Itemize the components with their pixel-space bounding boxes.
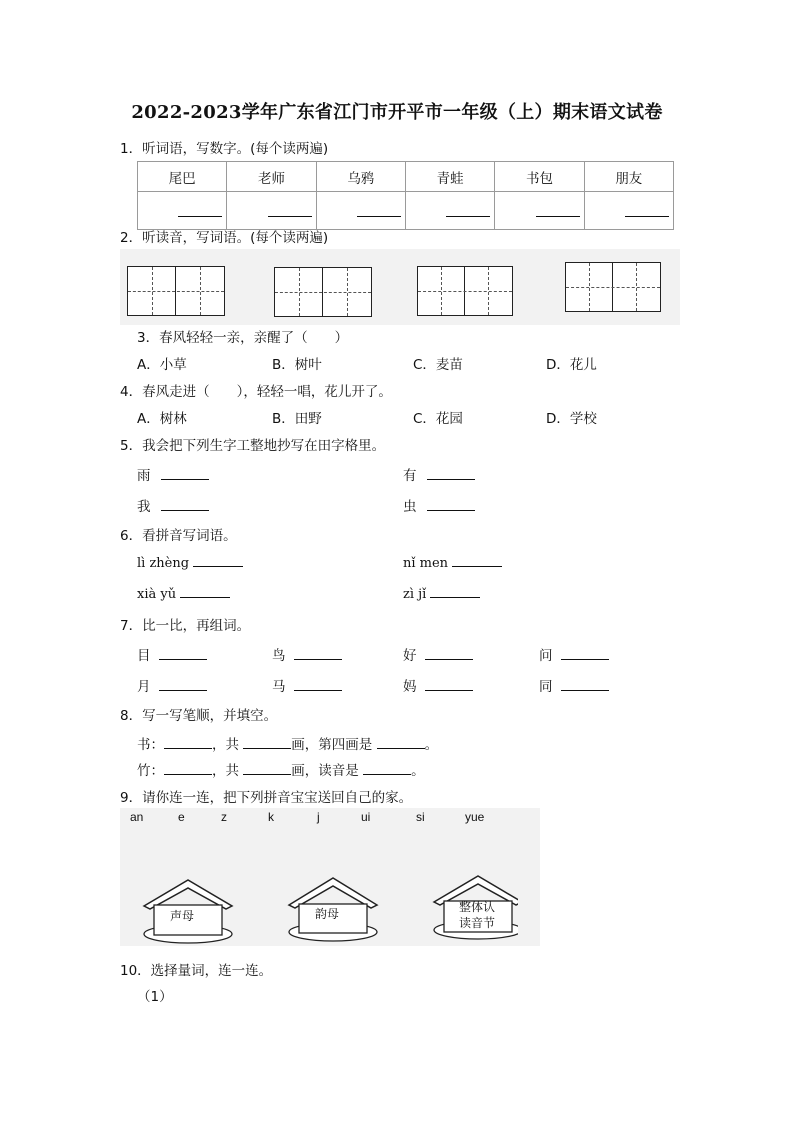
q7-item <box>272 644 342 664</box>
q1-answer-blank[interactable] <box>495 192 584 230</box>
q1-answer-blank[interactable] <box>584 192 673 230</box>
q5-item <box>403 495 475 515</box>
answer-blank[interactable] <box>164 762 212 775</box>
q7-char: 同 <box>539 679 553 695</box>
q6-pinyin: lì zhèng <box>137 556 190 571</box>
q8-line <box>137 759 425 779</box>
q1-word: 尾巴 <box>138 162 227 192</box>
page-title: 2022-2023学年广东省江门市开平市一年级（上）期末语文试卷 <box>131 102 663 123</box>
q7-item <box>272 675 342 695</box>
answer-blank[interactable] <box>427 467 475 480</box>
q8-char: 竹： <box>137 763 164 779</box>
q8-text: 。 <box>411 763 425 779</box>
q1-word: 乌鸦 <box>316 162 405 192</box>
answer-blank[interactable] <box>180 585 230 598</box>
q8-text: ，共 <box>212 737 239 753</box>
q7-item <box>137 644 207 664</box>
q3-prompt: 3．春风轻轻一亲，亲醒了（ ） <box>137 330 349 346</box>
q8-text: 画，读音是 <box>291 763 359 779</box>
house-label: 韵母 <box>315 907 340 921</box>
q9-prompt: 9．请你连一连，把下列拼音宝宝送回自己的家。 <box>120 790 413 806</box>
answer-blank[interactable] <box>363 762 411 775</box>
q5-item <box>137 464 209 484</box>
q7-item <box>403 675 473 695</box>
answer-blank[interactable] <box>159 678 207 691</box>
answer-blank[interactable] <box>161 498 209 511</box>
q4-option-b[interactable]: B．田野 <box>272 411 322 427</box>
q3-option-c[interactable]: C．麦苗 <box>413 357 463 373</box>
tianzige-box[interactable] <box>565 262 661 312</box>
pinyin-item[interactable]: k <box>268 810 274 824</box>
answer-blank[interactable] <box>425 647 473 660</box>
pinyin-item[interactable]: an <box>130 810 144 824</box>
q7-char: 马 <box>272 679 286 695</box>
q6-pinyin: xià yǔ <box>137 587 177 602</box>
q6-pinyin: nǐ men <box>403 556 449 571</box>
q5-char: 雨 <box>137 468 151 484</box>
answer-blank[interactable] <box>452 554 502 567</box>
q2-prompt: 2．听读音，写词语。(每个读两遍) <box>120 230 329 246</box>
q3-option-d[interactable]: D．花儿 <box>546 357 597 373</box>
answer-blank[interactable] <box>430 585 480 598</box>
q10-sub: （1） <box>137 989 173 1005</box>
answer-blank[interactable] <box>193 554 243 567</box>
q7-char: 月 <box>137 679 151 695</box>
q10-prompt: 10．选择量词，连一连。 <box>120 963 273 979</box>
answer-blank[interactable] <box>159 647 207 660</box>
q6-prompt: 6．看拼音写词语。 <box>120 528 237 544</box>
q1-table <box>137 161 674 230</box>
q5-prompt: 5．我会把下列生字工整地抄写在田字格里。 <box>120 438 386 454</box>
answer-blank[interactable] <box>294 647 342 660</box>
pinyin-item[interactable]: e <box>178 810 185 824</box>
q8-text: 画，第四画是 <box>291 737 373 753</box>
pinyin-item[interactable]: si <box>416 810 425 824</box>
q8-char: 书： <box>137 737 164 753</box>
answer-blank[interactable] <box>561 647 609 660</box>
q1-answer-blank[interactable] <box>227 192 316 230</box>
q1-answer-blank[interactable] <box>316 192 405 230</box>
q4-option-c[interactable]: C．花园 <box>413 411 463 427</box>
q7-prompt: 7．比一比，再组词。 <box>120 618 251 634</box>
q6-pinyin: zì jǐ <box>403 587 427 602</box>
q1-word: 朋友 <box>584 162 673 192</box>
q7-char: 妈 <box>403 679 417 695</box>
q1-word: 老师 <box>227 162 316 192</box>
pinyin-item[interactable]: z <box>221 810 227 824</box>
q1-prompt: 1．听词语，写数字。(每个读两遍) <box>120 141 329 157</box>
q7-char: 问 <box>539 648 553 664</box>
q5-item <box>403 464 475 484</box>
house-label: 声母 <box>170 909 195 923</box>
q4-prompt: 4．春风走进（ ），轻轻一唱，花儿开了。 <box>120 384 392 400</box>
tianzige-box[interactable] <box>127 266 225 316</box>
q4-option-d[interactable]: D．学校 <box>546 411 597 427</box>
q6-item <box>137 554 243 571</box>
q7-char: 目 <box>137 648 151 664</box>
q8-line <box>137 733 438 753</box>
answer-blank[interactable] <box>427 498 475 511</box>
house-label: 整体认 <box>459 900 496 914</box>
answer-blank[interactable] <box>243 736 291 749</box>
answer-blank[interactable] <box>161 467 209 480</box>
q8-prompt: 8．写一写笔顺，并填空。 <box>120 708 278 724</box>
q1-word: 书包 <box>495 162 584 192</box>
q5-char: 虫 <box>403 499 417 515</box>
answer-blank[interactable] <box>425 678 473 691</box>
q1-answer-blank[interactable] <box>405 192 494 230</box>
q6-item <box>403 554 502 571</box>
q8-text: ，共 <box>212 763 239 779</box>
q6-item <box>137 585 230 602</box>
q7-item <box>403 644 473 664</box>
q6-item <box>403 585 480 602</box>
q1-answer-blank[interactable] <box>138 192 227 230</box>
q3-option-a[interactable]: A．小草 <box>137 357 187 373</box>
pinyin-item[interactable]: ui <box>361 810 371 824</box>
house-label: 读音节 <box>459 916 496 930</box>
q7-item <box>137 675 207 695</box>
q7-item <box>539 675 609 695</box>
q8-text: 。 <box>424 737 439 753</box>
tianzige-box[interactable] <box>417 266 513 316</box>
q5-char: 有 <box>403 468 417 484</box>
q5-char: 我 <box>137 499 151 515</box>
q7-char: 好 <box>403 648 417 664</box>
pinyin-item[interactable]: yue <box>465 810 485 824</box>
q7-char: 鸟 <box>272 648 286 664</box>
answer-blank[interactable] <box>377 736 425 749</box>
tianzige-box[interactable] <box>274 267 372 317</box>
answer-blank[interactable] <box>164 736 212 749</box>
q4-option-a[interactable]: A．树林 <box>137 411 187 427</box>
q1-word: 青蛙 <box>405 162 494 192</box>
answer-blank[interactable] <box>294 678 342 691</box>
pinyin-item[interactable]: j <box>317 810 320 824</box>
q5-item <box>137 495 209 515</box>
answer-blank[interactable] <box>243 762 291 775</box>
q7-item <box>539 644 609 664</box>
q3-option-b[interactable]: B．树叶 <box>272 357 322 373</box>
answer-blank[interactable] <box>561 678 609 691</box>
